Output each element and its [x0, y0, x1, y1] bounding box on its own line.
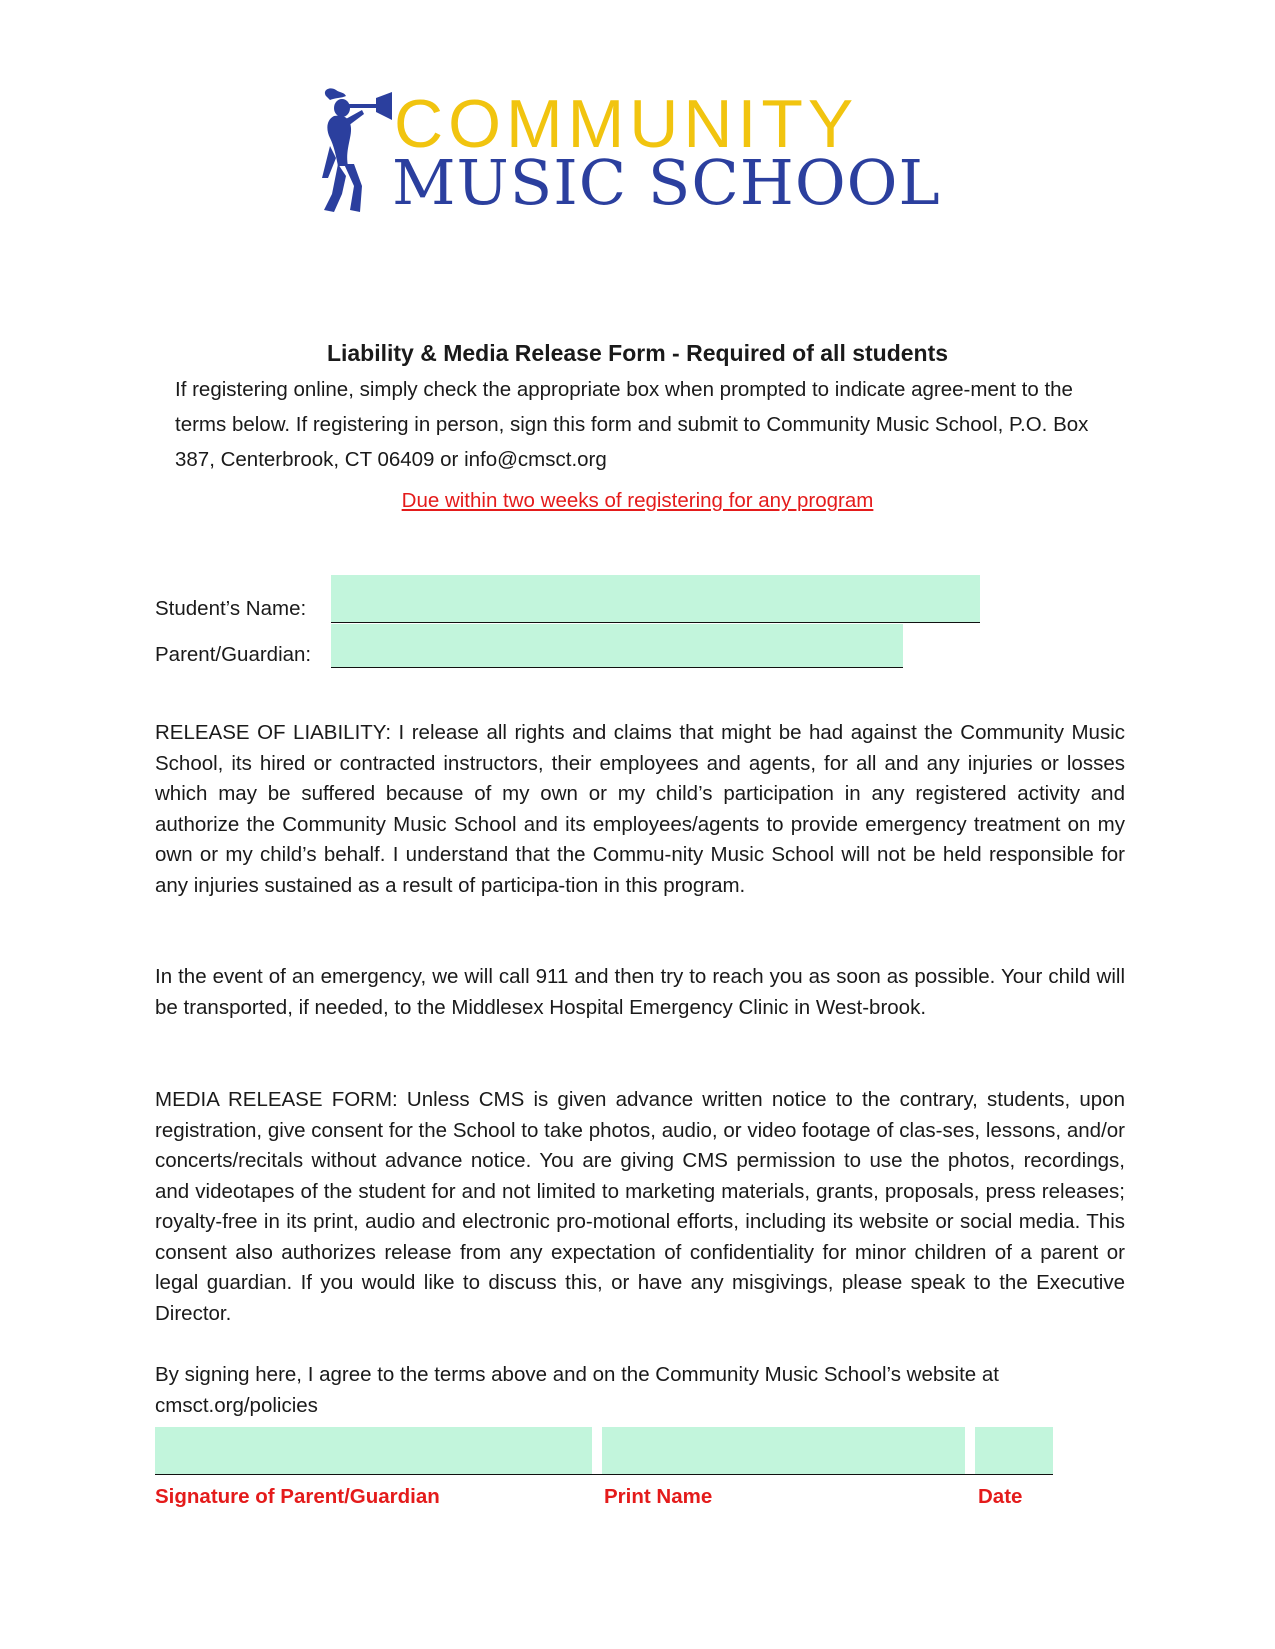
logo-bottom-text: MUSIC SCHOOL	[392, 146, 941, 219]
emergency-text: In the event of an emergency, we will call 911 and then try to reach you as soon as possible. Your child will be transported, if needed, to the Middlesex Hospital Emergency Clinic in West-brook.	[155, 965, 1125, 1019]
release-of-liability-text: RELEASE OF LIABILITY: I release all rights and claims that might be had against the Community Music School, its hired or contracted instructors, their employees and agents, for all and any injuries or losses which may be suffered because of my own or my child’s participation in any registered activity and authorize the Community Music School and its employees/agents to provide emergency treatment on my own or my child’s behalf. I understand that the Commu-nity Music School will not be held responsible for any injuries sustained as a result of participa-tion in this program.	[155, 721, 1125, 897]
media-release-text: MEDIA RELEASE FORM: Unless CMS is given advance written notice to the contrary, students, upon registration, give consent for the School to take photos, audio, or video footage of clas-ses, lessons, and/or concerts/recitals without advance notice. You are giving CMS permission to use the photos, recordings, and videotapes of the student for and not limited to marketing materials, grants, proposals, press releases; royalty-free in its print, audio and electronic pro-motional efforts, including its website or social media. This consent also authorizes release from any expectation of confidentiality for minor children of a parent or legal guardian. If you would like to discuss this, or have any misgivings, please speak to the Executive Director.	[155, 1088, 1125, 1325]
school-logo	[320, 86, 960, 219]
signature-label: Signature of Parent/Guardian	[155, 1485, 440, 1508]
intro-text: If registering online, simply check the appropriate box when prompted to indicate agree-ment to the terms below. If registering in person, sign this form and submit to Community Music School, P.O. Box 387, Centerbrook, CT 06409 or info@cmsct.org	[175, 378, 1089, 471]
student-name-field[interactable]	[331, 575, 980, 623]
form-title: Liability & Media Release Form - Required of all students	[326, 340, 949, 366]
parent-guardian-underline	[331, 667, 903, 668]
logo-top-text: COMMUNITY	[394, 86, 859, 162]
parent-guardian-label: Parent/Guardian:	[155, 643, 312, 666]
print-name-field[interactable]	[602, 1427, 965, 1475]
parent-guardian-field[interactable]	[331, 624, 903, 668]
date-label: Date	[978, 1485, 1023, 1508]
trumpet-player-icon	[320, 86, 398, 216]
date-field[interactable]	[975, 1427, 1053, 1475]
student-name-label: Student’s Name:	[155, 597, 307, 620]
due-notice: Due within two weeks of registering for any program	[401, 489, 874, 512]
agreement-text: By signing here, I agree to the terms above and on the Community Music School’s website at cmsct.org/policies	[155, 1363, 999, 1417]
signature-underline	[155, 1474, 1053, 1475]
signature-field[interactable]	[155, 1427, 592, 1475]
student-name-underline	[331, 622, 980, 623]
print-name-label: Print Name	[604, 1485, 713, 1508]
